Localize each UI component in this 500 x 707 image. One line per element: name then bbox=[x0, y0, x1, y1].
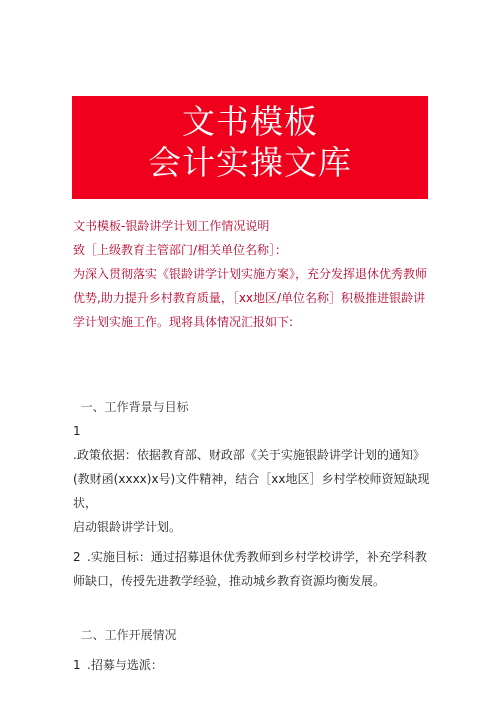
item-line: 师缺口，传授先进教学经验，推动城乡教育资源均衡发展。 bbox=[73, 574, 386, 588]
section-heading-text: 一、工作背景与目标 bbox=[80, 400, 189, 414]
item-line: 启动银龄讲学计划。 bbox=[73, 520, 182, 534]
intro-line: 学计划实施工作。现将具体情况汇报如下: bbox=[73, 315, 294, 329]
item-line bbox=[73, 545, 435, 569]
item-text: .实施目标：通过招募退休优秀教师到乡村学校讲学，补充学科教 bbox=[87, 550, 427, 564]
document-body bbox=[73, 214, 435, 677]
section2-item-1 bbox=[73, 653, 435, 677]
item-line: (教财函(xxxx)x号)文件精神，结合［xx地区］乡村学校师资短缺现状， bbox=[73, 472, 430, 510]
section1-item-1 bbox=[73, 419, 435, 539]
document-title: 文书模板-银龄讲学计划工作情况说明 bbox=[73, 219, 270, 233]
intro-line: 为深入贯彻落实《银龄讲学计划实施方案》，充分发挥退休优秀教师 bbox=[73, 267, 428, 281]
banner-title-line-1: 文书模板 bbox=[182, 102, 318, 141]
section-heading-2 bbox=[73, 623, 435, 647]
item-line bbox=[73, 653, 435, 677]
section-heading-1 bbox=[73, 395, 435, 419]
item-text: .政策依据：依据教育部、财政部《关于实施银龄讲学计划的通知》 bbox=[73, 448, 425, 462]
title-banner bbox=[72, 96, 428, 199]
section-heading-text: 二、工作开展情况 bbox=[80, 628, 177, 642]
section1-item-2 bbox=[73, 545, 435, 593]
item-line bbox=[73, 419, 435, 467]
intro-paragraph bbox=[73, 262, 435, 334]
item-number: 2 bbox=[73, 550, 81, 564]
intro-line: 优势,助力提升乡村教育质量，［xx地区/单位名称］积极推进银龄讲 bbox=[73, 291, 426, 305]
item-text: .招募与选派： bbox=[87, 658, 163, 672]
item-number: 1 bbox=[73, 658, 81, 672]
banner-title-line-2: 会计实操文库 bbox=[148, 143, 352, 182]
item-number: 1 bbox=[73, 424, 81, 438]
salutation: 致［上级教育主管部门/相关单位名称］： bbox=[73, 243, 288, 257]
